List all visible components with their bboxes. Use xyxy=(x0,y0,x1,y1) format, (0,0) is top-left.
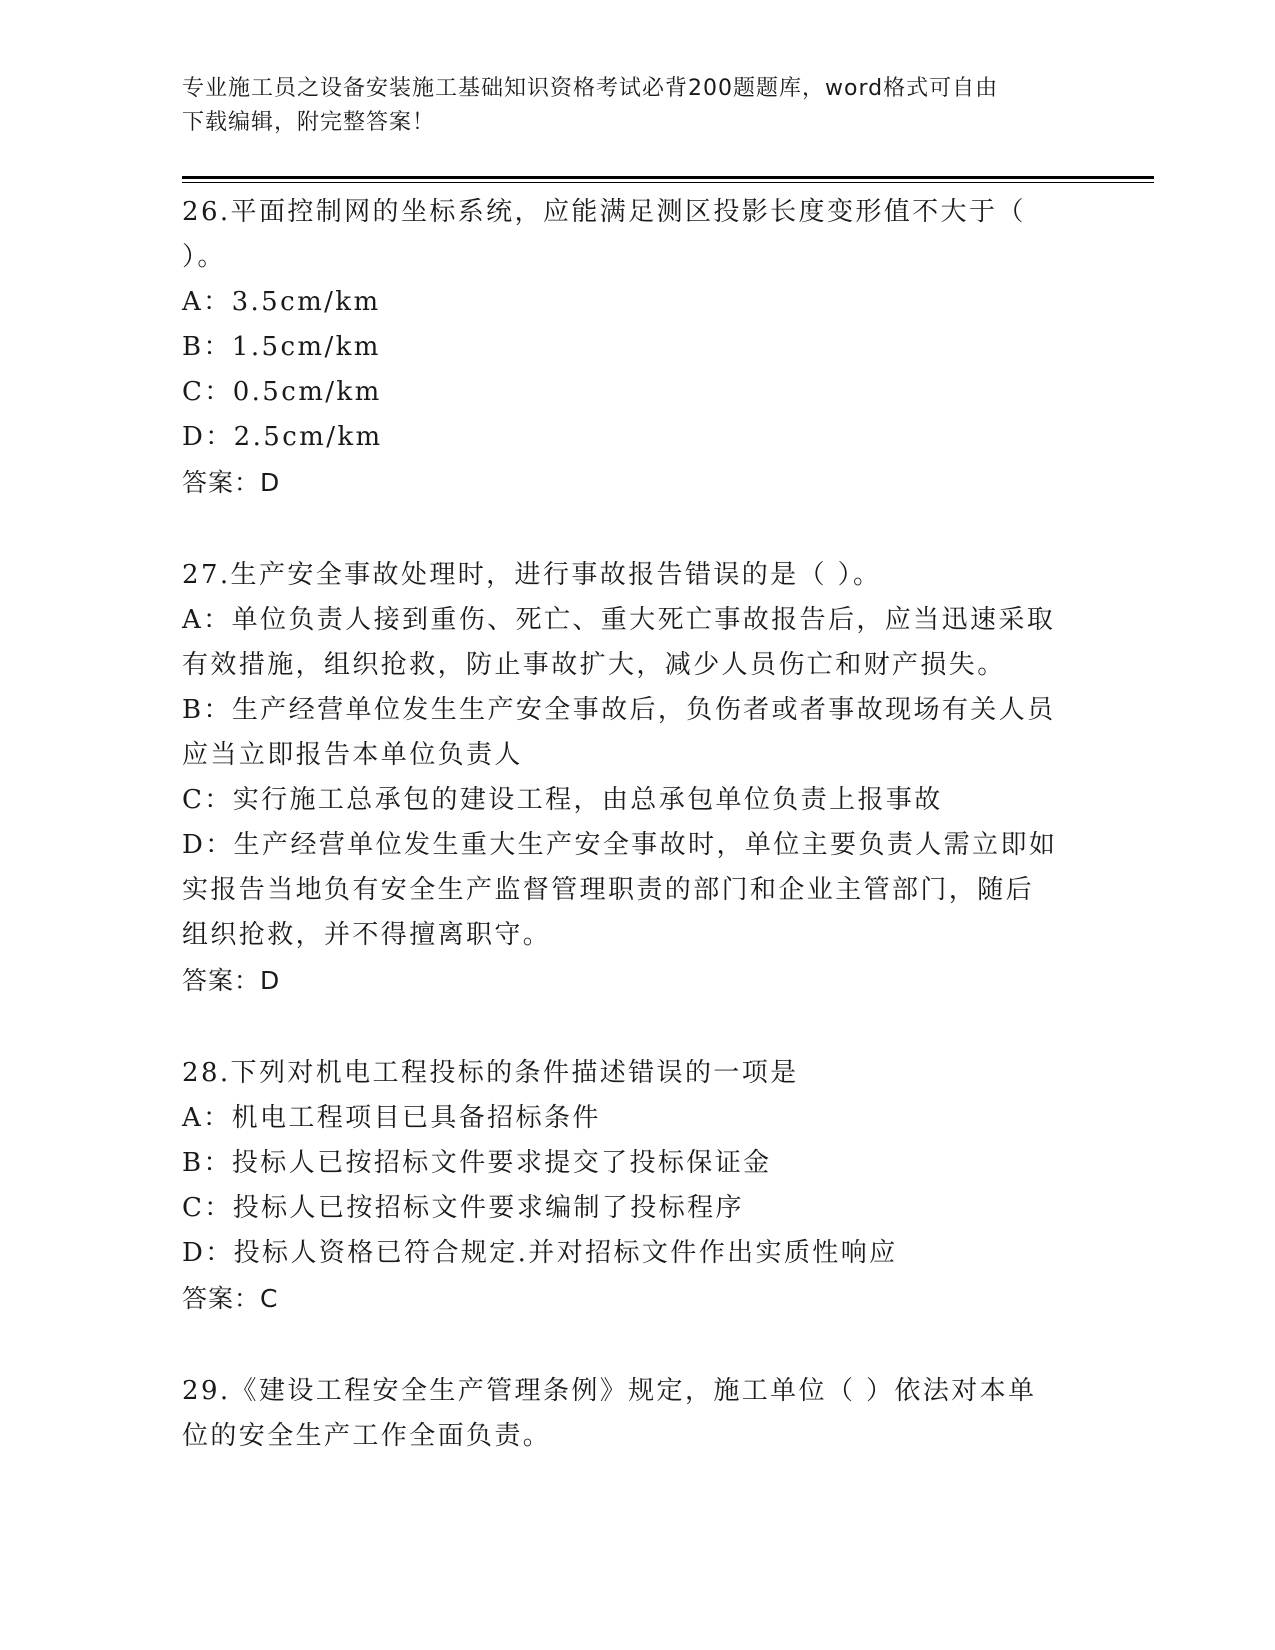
answer-option-line: B：生产经营单位发生生产安全事故后，负伤者或者事故现场有关人员 xyxy=(182,695,1056,725)
document-header xyxy=(182,72,1062,140)
header-line-2: 下载编辑，附完整答案！ xyxy=(182,110,436,135)
answer-option-line: 有效措施，组织抢救，防止事故扩大，减少人员伤亡和财产损失。 xyxy=(182,650,1006,680)
answer-option-line: C：投标人已按招标文件要求编制了投标程序 xyxy=(182,1193,744,1223)
answer-option-line: D：2.5cm/km xyxy=(182,422,383,452)
answer-key: 答案：C xyxy=(182,1284,279,1313)
answer-option-line: A：单位负责人接到重伤、死亡、重大死亡事故报告后，应当迅速采取 xyxy=(182,605,1056,635)
question-stem-line: 27.生产安全事故处理时，进行事故报告错误的是（ ）。 xyxy=(182,560,882,590)
question-block xyxy=(182,1051,1082,1321)
answer-option-line: C：0.5cm/km xyxy=(182,377,382,407)
answer-option-line: D：投标人资格已符合规定.并对招标文件作出实质性响应 xyxy=(182,1238,898,1268)
question-stem-line: 位的安全生产工作全面负责。 xyxy=(182,1421,552,1451)
question-stem-line: ）。 xyxy=(182,242,226,272)
question-stem-line: 28.下列对机电工程投标的条件描述错误的一项是 xyxy=(182,1058,799,1088)
question-block xyxy=(182,553,1082,1003)
answer-option-line: A：3.5cm/km xyxy=(182,287,381,317)
header-line-1: 专业施工员之设备安装施工基础知识资格考试必背200题题库，word格式可自由 xyxy=(182,76,999,101)
answer-option-line: B：投标人已按招标文件要求提交了投标保证金 xyxy=(182,1148,772,1178)
answer-option-line: A：机电工程项目已具备招标条件 xyxy=(182,1103,601,1133)
answer-option-line: B：1.5cm/km xyxy=(182,332,381,362)
question-stem-line: 29.《建设工程安全生产管理条例》规定，施工单位（ ）依法对本单 xyxy=(182,1376,1037,1406)
answer-option-line: 应当立即报告本单位负责人 xyxy=(182,740,523,770)
question-stem-line: 26.平面控制网的坐标系统，应能满足测区投影长度变形值不大于（ xyxy=(182,197,1026,227)
answer-option-line: 组织抢救，并不得擅离职守。 xyxy=(182,920,552,950)
question-block xyxy=(182,1369,1082,1459)
header-divider-thick xyxy=(182,176,1154,179)
question-block xyxy=(182,190,1082,505)
answer-option-line: C：实行施工总承包的建设工程，由总承包单位负责上报事故 xyxy=(182,785,943,815)
header-divider-thin xyxy=(182,182,1154,183)
answer-option-line: 实报告当地负有安全生产监督管理职责的部门和企业主管部门，随后 xyxy=(182,875,1035,905)
answer-key: 答案：D xyxy=(182,966,281,995)
question-list xyxy=(182,190,1082,1507)
answer-key: 答案：D xyxy=(182,468,281,497)
answer-option-line: D：生产经营单位发生重大生产安全事故时，单位主要负责人需立即如 xyxy=(182,830,1058,860)
